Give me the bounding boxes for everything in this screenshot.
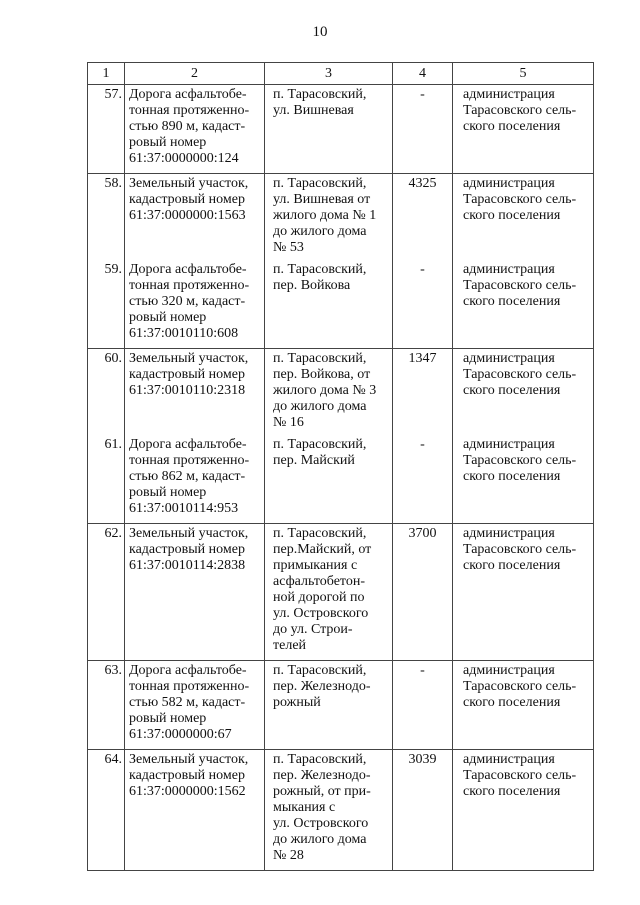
object-address-line: п. Тарасовский, — [273, 351, 367, 366]
object-address-line: п. Тарасовский, — [273, 752, 367, 767]
object-address-line: рожный — [273, 695, 321, 710]
object-address — [265, 750, 393, 871]
object-owner — [453, 349, 594, 438]
object-description — [125, 349, 265, 438]
table-row — [88, 661, 594, 750]
object-owner — [453, 174, 594, 263]
object-owner — [453, 437, 594, 524]
object-description-line: 61:37:0000000:1563 — [129, 208, 246, 223]
object-owner-line: Тарасовского сель- — [463, 192, 577, 207]
object-address-line: жилого дома № 3 — [273, 383, 377, 398]
object-address-line: ул. Островского — [273, 606, 369, 621]
object-address — [265, 661, 393, 750]
object-owner-line: администрация — [463, 262, 555, 277]
header-col-1: 1 — [88, 63, 125, 85]
object-address — [265, 437, 393, 524]
object-description-line: 61:37:0000000:1562 — [129, 784, 246, 799]
table-header-row — [88, 63, 594, 85]
object-description-line: стью 862 м, кадаст- — [129, 469, 246, 484]
object-area: 1347 — [393, 349, 453, 438]
object-address — [265, 85, 393, 174]
object-area: - — [393, 262, 453, 349]
page-number: 10 — [312, 24, 328, 40]
object-description-line: 61:37:0010110:2318 — [129, 383, 246, 398]
object-owner-line: ского поселения — [463, 383, 561, 398]
object-description-line: ровый номер — [129, 485, 207, 500]
object-description — [125, 750, 265, 871]
row-number: 62. — [88, 524, 125, 661]
row-number: 61. — [88, 437, 125, 524]
object-owner-line: ского поселения — [463, 558, 561, 573]
table-body — [88, 85, 594, 871]
object-description-line: стью 320 м, кадаст- — [129, 294, 246, 309]
object-address-line: № 53 — [273, 240, 304, 255]
object-owner-line: Тарасовского сель- — [463, 768, 577, 783]
object-address-line: пер. Железнодо- — [273, 768, 371, 783]
object-address-line: до жилого дома — [273, 832, 367, 847]
header-col-2: 2 — [125, 63, 265, 85]
row-number: 58. — [88, 174, 125, 263]
object-address-line: ной дорогой по — [273, 590, 365, 605]
row-number: 64. — [88, 750, 125, 871]
object-address — [265, 349, 393, 438]
object-area: 3700 — [393, 524, 453, 661]
object-description-line: Дорога асфальтобе- — [129, 87, 247, 102]
object-description-line: Земельный участок, — [129, 752, 249, 767]
row-number: 63. — [88, 661, 125, 750]
object-address-line: п. Тарасовский, — [273, 176, 367, 191]
object-description-line: 61:37:0010114:953 — [129, 501, 239, 516]
object-owner-line: Тарасовского сель- — [463, 453, 577, 468]
object-owner-line: Тарасовского сель- — [463, 103, 577, 118]
object-owner-line: Тарасовского сель- — [463, 278, 577, 293]
object-address-line: жилого дома № 1 — [273, 208, 377, 223]
object-description-line: 61:37:0000000:124 — [129, 151, 239, 166]
row-number: 57. — [88, 85, 125, 174]
object-owner-line: Тарасовского сель- — [463, 367, 577, 382]
object-description-line: кадастровый номер — [129, 192, 245, 207]
object-address-line: ул. Вишневая — [273, 103, 354, 118]
object-area: - — [393, 437, 453, 524]
object-address-line: п. Тарасовский, — [273, 663, 367, 678]
object-description-line: Земельный участок, — [129, 351, 249, 366]
object-description-line: стью 890 м, кадаст- — [129, 119, 246, 134]
object-description-line: ровый номер — [129, 135, 207, 150]
object-owner-line: ского поселения — [463, 119, 561, 134]
object-address-line: пер. Войкова — [273, 278, 351, 293]
object-owner-line: администрация — [463, 87, 555, 102]
object-address-line: п. Тарасовский, — [273, 262, 367, 277]
object-description — [125, 174, 265, 263]
object-owner-line: администрация — [463, 437, 555, 452]
object-description — [125, 85, 265, 174]
object-description-line: кадастровый номер — [129, 367, 245, 382]
object-address-line: до жилого дома — [273, 399, 367, 414]
object-description-line: ровый номер — [129, 310, 207, 325]
object-description — [125, 262, 265, 349]
object-address-line: примыкания с — [273, 558, 358, 573]
object-address-line: мыкания с — [273, 800, 336, 815]
object-description-line: тонная протяженно- — [129, 453, 250, 468]
object-description-line: ровый номер — [129, 711, 207, 726]
object-area: 4325 — [393, 174, 453, 263]
object-area: 3039 — [393, 750, 453, 871]
object-owner-line: администрация — [463, 351, 555, 366]
object-owner — [453, 262, 594, 349]
object-description-line: тонная протяженно- — [129, 679, 250, 694]
object-owner-line: администрация — [463, 526, 555, 541]
object-owner-line: ского поселения — [463, 784, 561, 799]
object-owner — [453, 661, 594, 750]
object-address-line: № 28 — [273, 848, 304, 863]
object-area: - — [393, 661, 453, 750]
object-description-line: 61:37:0000000:67 — [129, 727, 232, 742]
object-address-line: до жилого дома — [273, 224, 367, 239]
object-address-line: пер. Майский — [273, 453, 355, 468]
object-owner-line: ского поселения — [463, 469, 561, 484]
object-address-line: п. Тарасовский, — [273, 526, 367, 541]
object-description-line: Дорога асфальтобе- — [129, 437, 247, 452]
object-description-line: кадастровый номер — [129, 768, 245, 783]
header-col-3: 3 — [265, 63, 393, 85]
object-owner-line: Тарасовского сель- — [463, 542, 577, 557]
table-row — [88, 349, 594, 438]
object-address-line: пер. Железнодо- — [273, 679, 371, 694]
object-address-line: пер.Майский, от — [273, 542, 372, 557]
object-address-line: телей — [273, 638, 307, 653]
object-address — [265, 174, 393, 263]
object-address-line: асфальтобетон- — [273, 574, 366, 589]
object-owner-line: ского поселения — [463, 294, 561, 309]
object-address-line: рожный, от при- — [273, 784, 371, 799]
registry-table — [87, 62, 594, 871]
row-number: 60. — [88, 349, 125, 438]
object-description-line: кадастровый номер — [129, 542, 245, 557]
row-number: 59. — [88, 262, 125, 349]
object-address-line: п. Тарасовский, — [273, 87, 367, 102]
object-owner-line: ского поселения — [463, 208, 561, 223]
table-row — [88, 437, 594, 524]
object-owner-line: Тарасовского сель- — [463, 679, 577, 694]
object-description-line: 61:37:0010114:2838 — [129, 558, 246, 573]
object-description — [125, 524, 265, 661]
object-address-line: пер. Войкова, от — [273, 367, 371, 382]
object-description-line: Дорога асфальтобе- — [129, 663, 247, 678]
object-description-line: 61:37:0010110:608 — [129, 326, 239, 341]
object-address-line: п. Тарасовский, — [273, 437, 367, 452]
table-row — [88, 750, 594, 871]
object-address-line: № 16 — [273, 415, 304, 430]
object-description-line: стью 582 м, кадаст- — [129, 695, 246, 710]
object-owner-line: администрация — [463, 663, 555, 678]
object-owner-line: администрация — [463, 176, 555, 191]
object-description-line: Земельный участок, — [129, 526, 249, 541]
object-description-line: тонная протяженно- — [129, 278, 250, 293]
object-owner-line: ского поселения — [463, 695, 561, 710]
header-col-5: 5 — [453, 63, 594, 85]
object-owner — [453, 524, 594, 661]
object-description-line: тонная протяженно- — [129, 103, 250, 118]
object-description-line: Земельный участок, — [129, 176, 249, 191]
object-owner-line: администрация — [463, 752, 555, 767]
object-description — [125, 661, 265, 750]
table-row — [88, 85, 594, 174]
table-row — [88, 524, 594, 661]
object-area: - — [393, 85, 453, 174]
header-col-4: 4 — [393, 63, 453, 85]
table-row — [88, 262, 594, 349]
object-description-line: Дорога асфальтобе- — [129, 262, 247, 277]
object-owner — [453, 85, 594, 174]
object-address — [265, 524, 393, 661]
object-description — [125, 437, 265, 524]
object-address — [265, 262, 393, 349]
object-address-line: до ул. Строи- — [273, 622, 353, 637]
object-address-line: ул. Вишневая от — [273, 192, 371, 207]
table-row — [88, 174, 594, 263]
object-address-line: ул. Островского — [273, 816, 369, 831]
object-owner — [453, 750, 594, 871]
